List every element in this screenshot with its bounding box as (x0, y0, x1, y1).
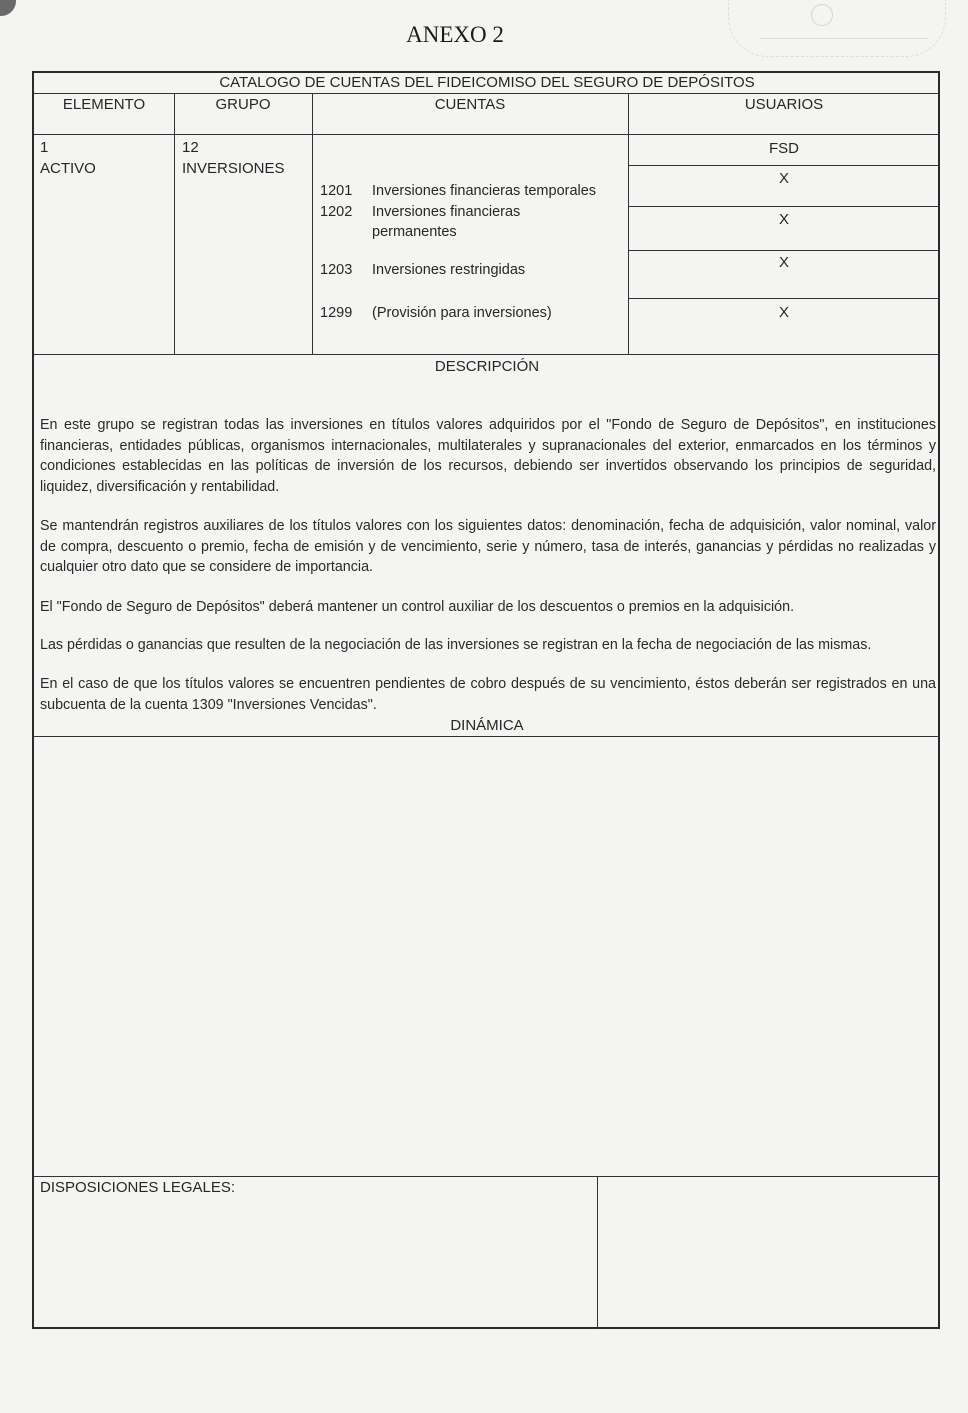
page-title: ANEXO 2 (406, 22, 504, 47)
descripcion-heading: DESCRIPCIÓN (434, 358, 540, 375)
col-divider-2 (312, 93, 313, 354)
cuenta-code: 1201 (320, 183, 353, 199)
descripcion-paragraph: En el caso de que los títulos valores se encuentren pendientes de cobro después de su vencimiento, éstos deberán ser registrados en una subcuenta de la cuenta 1309 "Inversiones Vencidas". (40, 676, 936, 713)
elemento-code: 1 (40, 139, 49, 156)
grupo-code: 12 (182, 139, 199, 156)
dinamica-heading: DINÁMICA (450, 717, 524, 734)
descripcion-paragraph: Se mantendrán registros auxiliares de los títulos valores con los siguientes datos: denominación, fecha de adquisición, valor nominal, valor de compra, descuento o premio, fecha de emisión y de vencimiento, serie y número, tasa de interés, ganancias y pérdidas no realizadas y cualquier otro dato que se considere de importancia. (40, 518, 936, 575)
col-header-cuentas: CUENTAS (434, 96, 506, 113)
col-header-usuarios: USUARIOS (744, 96, 824, 113)
elemento-name: ACTIVO (40, 160, 96, 177)
usuario-mark: X (778, 170, 789, 187)
cuenta-name: (Provisión para inversiones) (372, 305, 552, 321)
usuario-fsd-label: FSD (769, 140, 799, 157)
usuario-mark: X (778, 304, 789, 321)
rule-header (34, 93, 940, 94)
rule-usuario-3 (629, 250, 940, 251)
descripcion-paragraph: Las pérdidas o ganancias que resulten de la negociación de las inversiones se registran en la fecha de negociación de las mismas. (40, 637, 872, 653)
rule-usuario-1 (629, 165, 940, 166)
descripcion-paragraph: En este grupo se registran todas las inversiones en títulos valores adquiridos por el "Fondo de Seguro de Depósitos", en instituciones financieras, entidades públicas, organismos internacionales, multilaterales y supranacionales del exterior, enmarcados en los términos y condiciones establecidas en las políticas de inversión de los recursos, debiendo ser invertidos observando los principios de seguridad, liquidez, diversificación y rentabilidad. (40, 417, 936, 495)
rule-accounts-bottom (34, 354, 940, 355)
cuenta-name-continued: permanentes (372, 224, 457, 240)
col-divider-1 (174, 93, 175, 354)
rule-dynamics-bottom (34, 1176, 940, 1177)
cuenta-name: Inversiones financieras temporales (372, 183, 597, 199)
col-header-elemento: ELEMENTO (62, 96, 146, 113)
cuenta-name: Inversiones financieras (372, 204, 521, 220)
rule-usuario-2 (629, 206, 940, 207)
usuario-mark: X (778, 254, 789, 271)
cuenta-code: 1203 (320, 262, 353, 278)
grupo-name: INVERSIONES (182, 160, 285, 177)
descripcion-paragraph: El "Fondo de Seguro de Depósitos" deberá mantener un control auxiliar de los descuentos o premios en la adquisición. (40, 599, 795, 615)
disposiciones-heading: DISPOSICIONES LEGALES: (40, 1179, 236, 1196)
usuario-mark: X (778, 211, 789, 228)
col-header-grupo: GRUPO (215, 96, 271, 113)
rule-description-bottom (34, 736, 940, 737)
cuenta-code: 1299 (320, 305, 353, 321)
legal-divider (597, 1176, 598, 1329)
scan-corner-mark (0, 0, 16, 16)
catalog-form (32, 71, 940, 1329)
rule-usuario-4 (629, 298, 940, 299)
cuenta-name: Inversiones restringidas (372, 262, 526, 278)
rule-columns (34, 134, 940, 135)
cuenta-code: 1202 (320, 204, 353, 220)
catalog-header: CATALOGO DE CUENTAS DEL FIDEICOMISO DEL SEGURO DE DEPÓSITOS (219, 74, 755, 91)
